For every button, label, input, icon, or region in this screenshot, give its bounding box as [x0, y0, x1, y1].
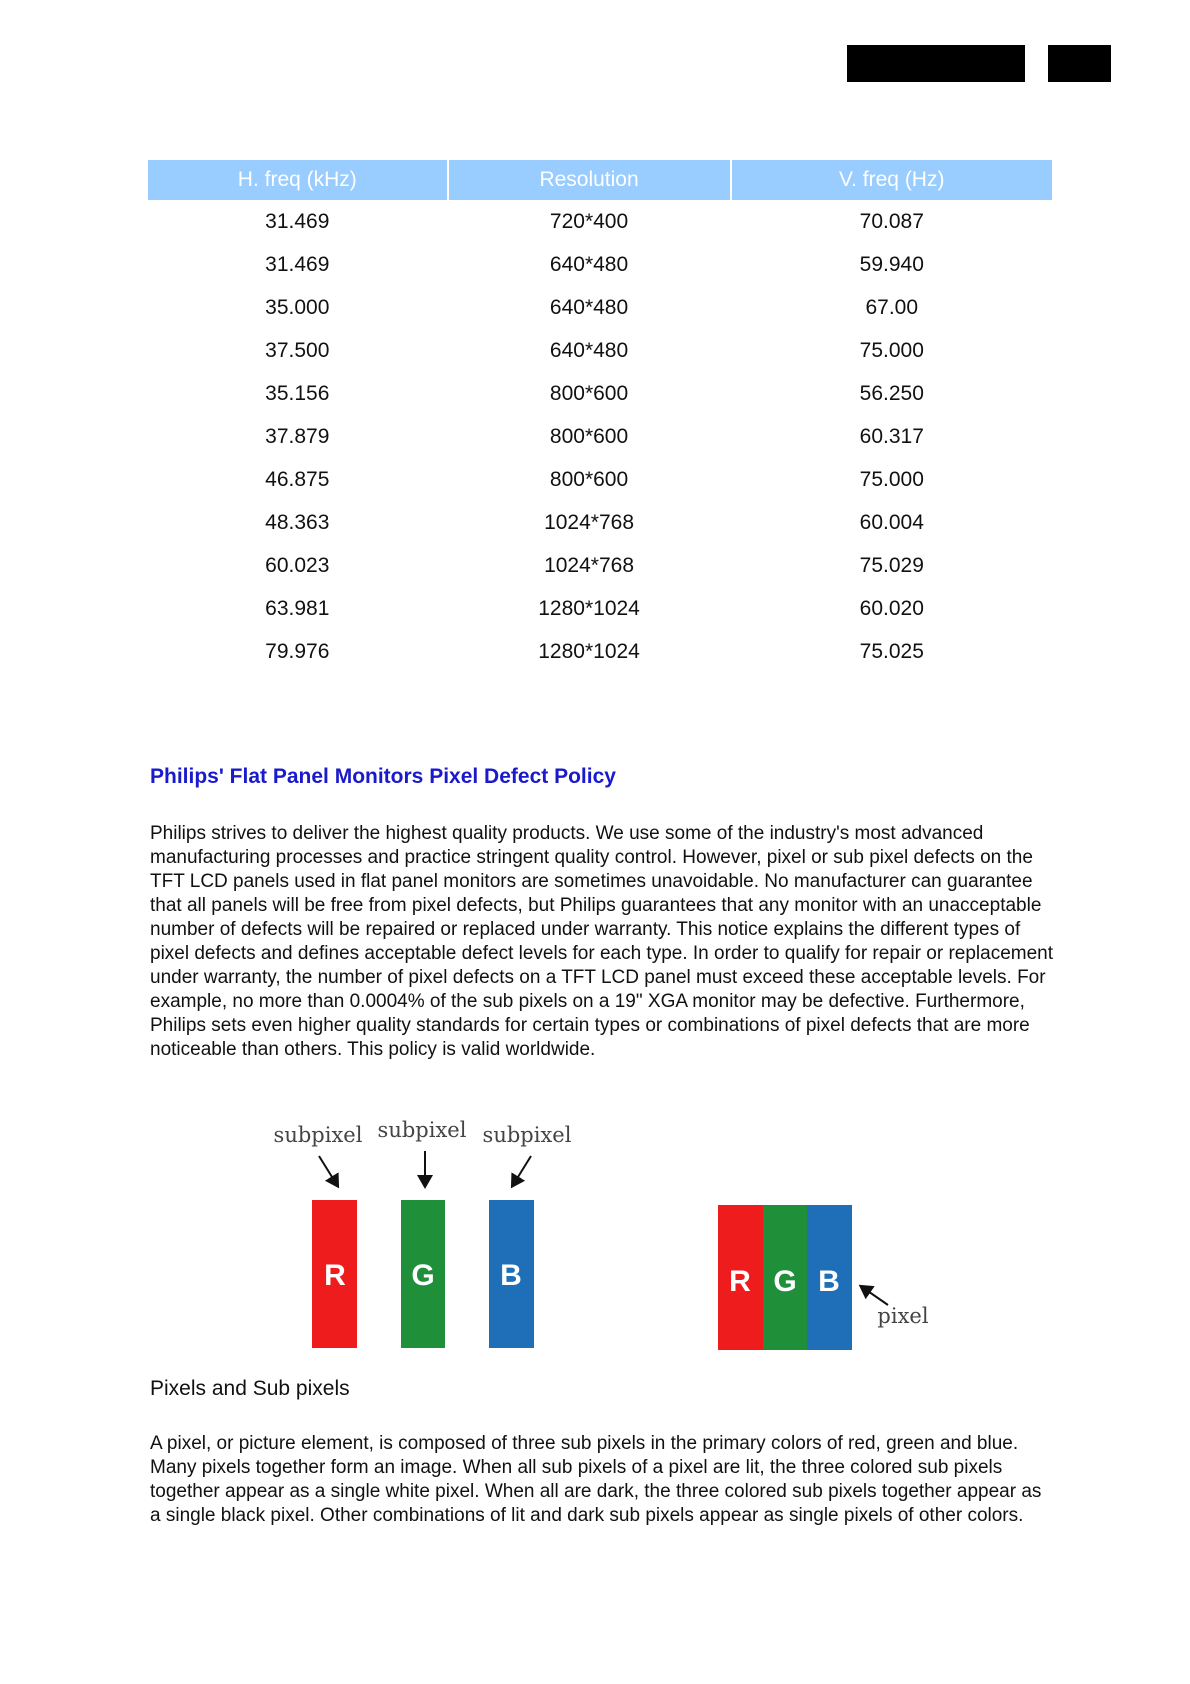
- policy-heading: Philips' Flat Panel Monitors Pixel Defect Policy: [150, 765, 616, 788]
- cell-h-freq: 31.469: [265, 252, 330, 276]
- cell-v-freq: 67.00: [865, 295, 919, 319]
- cell-resolution: 1280*1024: [538, 639, 640, 663]
- pixel-letter-g: G: [773, 1265, 797, 1298]
- cell-h-freq: 79.976: [265, 639, 330, 663]
- table-row: [148, 415, 1052, 458]
- cell-resolution: 1280*1024: [538, 596, 640, 620]
- cell-v-freq: 59.940: [859, 252, 924, 276]
- cell-v-freq: 75.000: [859, 338, 924, 362]
- cell-v-freq: 56.250: [859, 381, 924, 405]
- subpixel-label: subpixel: [482, 1123, 572, 1147]
- cell-v-freq: 60.020: [859, 596, 924, 620]
- header-resolution: Resolution: [449, 160, 730, 200]
- table-row: [148, 587, 1052, 630]
- cell-resolution: 800*600: [549, 381, 629, 405]
- subpixel-diagram: [260, 1110, 940, 1375]
- cell-h-freq: 31.469: [265, 209, 330, 233]
- cell-resolution: 640*480: [549, 338, 629, 362]
- cell-v-freq: 70.087: [859, 209, 924, 233]
- subpixel-letter-r: R: [324, 1259, 346, 1292]
- table-row: [148, 544, 1052, 587]
- subpixel-label: subpixel: [273, 1123, 363, 1147]
- cell-h-freq: 35.000: [265, 295, 330, 319]
- cell-h-freq: 48.363: [265, 510, 330, 534]
- table-row: [148, 200, 1052, 243]
- arrow-icon: [862, 1287, 888, 1305]
- header-v-freq: V. freq (Hz): [732, 160, 1052, 200]
- policy-intro-paragraph: Philips strives to deliver the highest quality products. We use some of the industry's most advanced manufacturing processes and practice stringent quality control. However, pixel or sub pixel defects on the TFT LCD panels used in flat panel monitors are sometimes unavoidable. No manufacturer can guarantee that all panels will be free from pixel defects, but Philips guarantees that any monitor with an unacceptable number of defects will be repaired or replaced under warranty. This notice explains the different types of pixel defects and defines acceptable defect levels for each type. In order to qualify for repair or replacement under warranty, the number of pixel defects on a TFT LCD panel must exceed these acceptable levels. For example, no more than 0.0004% of the sub pixels on a 19" XGA monitor may be defective. Furthermore, Philips sets even higher quality standards for certain types or combinations of pixel defects that are more noticeable than others. This policy is valid worldwide.: [150, 823, 1054, 1060]
- cell-h-freq: 46.875: [265, 467, 330, 491]
- arrow-icon: [319, 1156, 337, 1185]
- cell-v-freq: 75.025: [859, 639, 924, 663]
- table-row: [148, 329, 1052, 372]
- cell-resolution: 640*480: [549, 295, 629, 319]
- pixel-explanation-paragraph: A pixel, or picture element, is composed of three sub pixels in the primary colors of red, green and blue. Many pixels together form an image. When all sub pixels of a pixel are lit, the three colored sub pixels together appear as a single white pixel. When all are dark, the three colored sub pixels together appear as a single black pixel. Other combinations of lit and dark sub pixels appear as single pixels of other colors.: [150, 1433, 1042, 1526]
- table-row: [148, 458, 1052, 501]
- cell-resolution: 800*600: [549, 467, 629, 491]
- cell-v-freq: 75.029: [859, 553, 924, 577]
- cell-h-freq: 37.879: [265, 424, 330, 448]
- cell-resolution: 640*480: [549, 252, 629, 276]
- cell-h-freq: 63.981: [265, 596, 330, 620]
- cell-v-freq: 60.317: [859, 424, 924, 448]
- cell-resolution: 720*400: [549, 209, 629, 233]
- table-row: [148, 630, 1052, 673]
- table-row: [148, 243, 1052, 286]
- header-h-freq: H. freq (kHz): [148, 160, 447, 200]
- cell-resolution: 1024*768: [544, 510, 635, 534]
- table-row: [148, 501, 1052, 544]
- table-row: [148, 286, 1052, 329]
- cell-resolution: 800*600: [549, 424, 629, 448]
- pixel-letter-b: B: [818, 1265, 840, 1298]
- cell-v-freq: 75.000: [859, 467, 924, 491]
- subpixel-letter-g: G: [411, 1259, 435, 1292]
- subpixel-label: subpixel: [377, 1118, 467, 1142]
- arrow-icon: [513, 1156, 531, 1185]
- cell-h-freq: 35.156: [265, 381, 330, 405]
- subpixel-letter-b: B: [500, 1259, 522, 1292]
- cell-resolution: 1024*768: [544, 553, 635, 577]
- timing-table: [146, 160, 1054, 673]
- redacted-header-block: [847, 45, 1025, 82]
- cell-h-freq: 60.023: [265, 553, 330, 577]
- pixel-letter-r: R: [729, 1265, 751, 1298]
- table-row: [148, 372, 1052, 415]
- cell-v-freq: 60.004: [859, 510, 924, 534]
- section-caption: Pixels and Sub pixels: [150, 1377, 350, 1400]
- table-header-row: [148, 160, 1052, 200]
- cell-h-freq: 37.500: [265, 338, 330, 362]
- pixel-label: pixel: [877, 1304, 929, 1328]
- redacted-page-number: [1048, 45, 1111, 82]
